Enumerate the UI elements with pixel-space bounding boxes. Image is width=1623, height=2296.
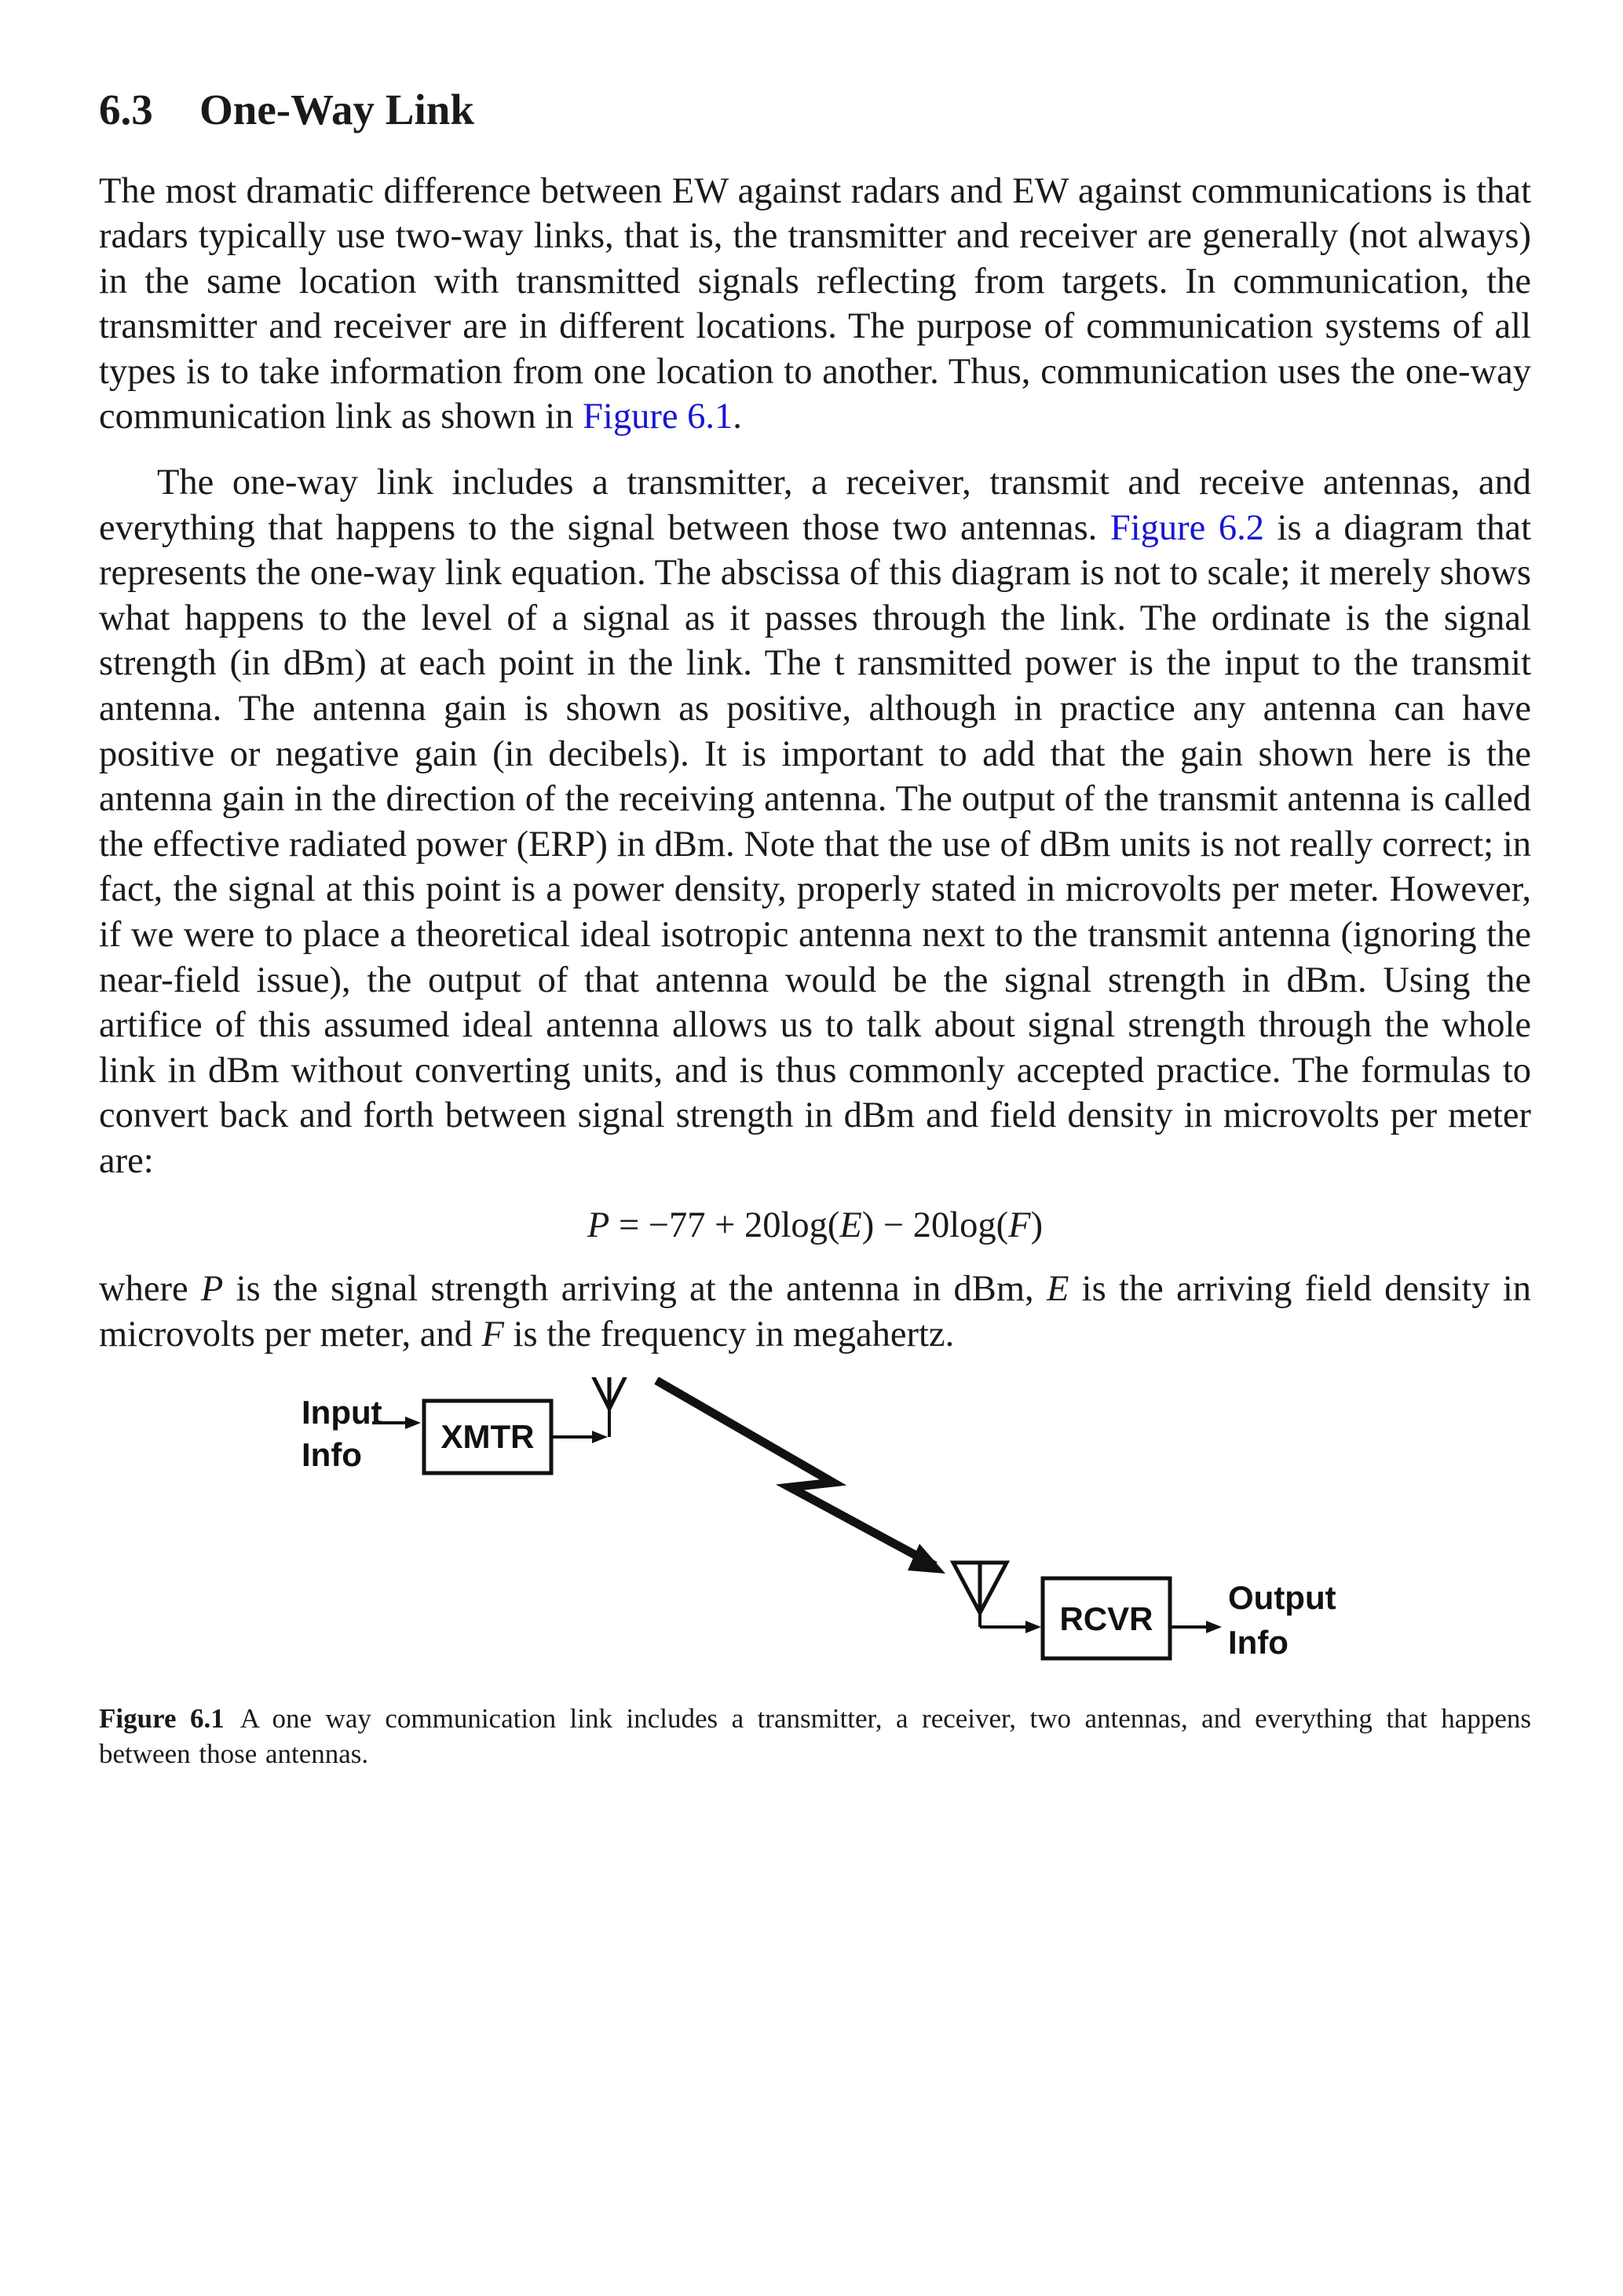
transmitter-to-antenna-arrow [553,1401,609,1443]
paragraph-3-text-3: is the arriving field density in microvolts per meter, and [99,1269,1531,1355]
equation-var-e: E [839,1205,862,1245]
section-title: One-Way Link [199,86,474,133]
paragraph-2-text-b: is a diagram that represents the one-way link equation. The abscissa of this diagram is not to scale; it merely shows what happens to the level of a signal as it passes through the link. The ordinate is the signal strength (in dBm) at each point in the link. The t ransmitted power is the input to the transmit antenna. The antenna gain is shown as positive, although in practice any antenna can have positive or negative gain (in decibels). It is important to add that the gain shown here is the antenna gain in the direction of the receiving antenna. The output of the transmit antenna is called the effective radiated power (ERP) in dBm. Note that the use of dBm units is not really correct; in fact, the signal at this point is a power density, properly stated in microvolts per meter. However, if we were to place a theoretical ideal isotropic antenna next to the transmit antenna (ignoring the near-field issue), the output of that antenna would be the signal strength in dBm. Using the artifice of this assumed ideal antenna allows us to talk about signal strength through the whole link in dBm without converting units, and is thus commonly accepted practice. The formulas to convert back and forth between signal strength in dBm and field density in microvolts per meter are: [99,507,1531,1181]
paragraph-3-var-e: E [1046,1269,1069,1310]
equation-var-f: F [1008,1205,1031,1245]
equation-part-3: ) [1030,1205,1044,1245]
one-way-link-diagram [99,1377,1531,1684]
equation-part-2: ) − 20log( [861,1205,1009,1245]
page-content [99,86,1531,1771]
receive-antenna-icon [953,1563,1007,1613]
paragraph-3-text-1: where [99,1269,201,1310]
figure-6-1-link[interactable]: Figure 6.1 [583,397,733,437]
paragraph-3-var-p: P [200,1269,224,1310]
paragraph-2 [99,460,1531,1184]
output-label-line-2: Info [1228,1624,1289,1662]
equation-part-1: = −77 + 20log( [609,1205,840,1245]
equation [99,1203,1531,1249]
section-number: 6.3 [99,86,153,133]
paragraph-3-text-2: is the signal strength arriving at the antenna in dBm, [223,1269,1047,1310]
paragraph-3-var-f: F [481,1314,504,1355]
paragraph-2-text-a: The one-way link includes a transmitter, a receiver, transmit and receive antennas, and everything that happens to the signal between those two antennas. [99,462,1531,548]
caption-label: Figure 6.1 [99,1703,225,1735]
antenna-to-receiver-arrow [980,1613,1041,1633]
paragraph-3-text-4: is the frequency in megahertz. [503,1314,955,1355]
caption-text: A one way communication link includes a transmitter, a receiver, two antennas, and everything that happens between those antennas. [99,1703,1531,1770]
section-heading [99,86,1531,134]
paragraph-1 [99,169,1531,441]
transmitter-label: XMTR [440,1418,535,1456]
equation-var-p: P [587,1205,610,1245]
output-label-line-1: Output [1228,1579,1336,1617]
propagation-bolt-icon [656,1380,945,1574]
paragraph-3 [99,1267,1531,1357]
receiver-label: RCVR [1059,1600,1153,1638]
figure-6-1 [99,1377,1531,1684]
input-label-line-2: Info [302,1436,362,1474]
output-arrow [1172,1621,1222,1633]
transmit-antenna-icon [590,1377,629,1409]
figure-caption [99,1701,1531,1771]
figure-6-2-link[interactable]: Figure 6.2 [1109,507,1264,548]
input-label-line-1: Input [302,1394,382,1431]
paragraph-1-tail: . [733,397,742,437]
paragraph-1-text: The most dramatic difference between EW against radars and EW against communications is that radars typically use two-way links, that is, the transmitter and receiver are generally (not always) in the same location with transmitted signals reflecting from targets. In communication, the transmitter and receiver are in different locations. The purpose of communication systems of all types is to take information from one location to another. Thus, communication uses the one-way communication link as shown in [99,170,1531,437]
